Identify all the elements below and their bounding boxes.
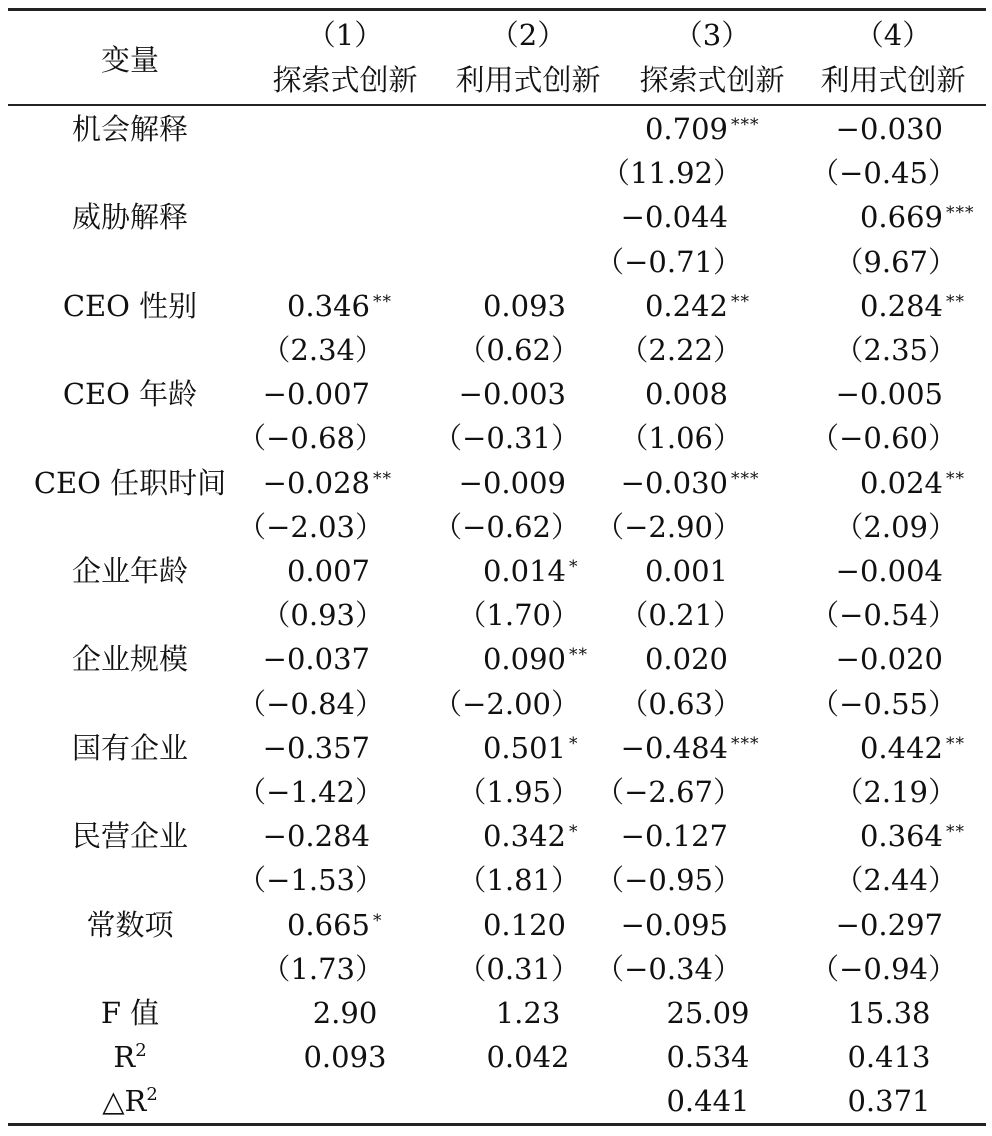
coefficient: [743, 374, 992, 414]
row-label: 民营企业: [71, 819, 188, 854]
coefficient-value: 0.020: [644, 642, 728, 677]
t-statistic: （0.63）: [619, 686, 742, 721]
header-variable-label: 变量: [100, 43, 159, 77]
coefficient-value: −0.284: [262, 819, 370, 854]
table-top-rule: [8, 8, 986, 11]
t-statistic: （−0.62）: [433, 509, 580, 544]
row-label: 常数项: [86, 907, 174, 942]
coefficient: [743, 109, 992, 149]
t-statistic: （−0.94）: [810, 951, 957, 986]
coefficient: [743, 728, 992, 768]
row-label: 企业规模: [71, 642, 188, 677]
row-label: 国有企业: [71, 730, 188, 765]
column-3-number: （3）: [673, 18, 751, 52]
coefficient: [743, 639, 992, 679]
coefficient-value: −0.028: [262, 465, 370, 500]
significance-stars: *: [569, 733, 579, 754]
row-label: 威胁解释: [71, 200, 188, 235]
t-statistic: （0.93）: [261, 598, 384, 633]
row-label: 企业年龄: [71, 554, 188, 588]
coefficient-value: −0.007: [262, 377, 370, 412]
stat-label: [0, 993, 260, 1033]
stat-value: 0.042: [486, 1040, 570, 1075]
coefficient-value: −0.297: [835, 907, 943, 942]
t-statistic: （2.34）: [261, 333, 384, 367]
t-statistic: （−2.03）: [237, 509, 384, 544]
coefficient-value: −0.095: [620, 907, 728, 942]
stat-label: [0, 1037, 260, 1077]
coefficient-value: 0.284: [859, 288, 943, 323]
t-statistic: （−0.68）: [237, 421, 384, 456]
coefficient-value: 0.442: [859, 730, 943, 765]
stat-value: 0.371: [847, 1084, 931, 1119]
t-statistic: （9.67）: [834, 244, 957, 279]
coefficient-value: 0.501: [482, 730, 566, 765]
coefficient-value: 0.364: [859, 819, 943, 854]
coefficient-value: 0.669: [859, 200, 943, 235]
significance-stars: **: [373, 468, 392, 489]
stat-value: 15.38: [847, 996, 931, 1030]
t-statistic: （0.62）: [457, 333, 580, 367]
coefficient: [743, 463, 992, 503]
coefficient-value: 0.242: [644, 288, 728, 323]
row-label: CEO 性别: [62, 288, 198, 323]
stat-value: 25.09: [666, 996, 750, 1030]
column-1-name: 探索式创新: [272, 63, 418, 97]
t-statistic: （1.81）: [457, 863, 580, 898]
significance-stars: **: [946, 291, 965, 312]
column-2-number: （2）: [489, 18, 567, 52]
t-statistic: （−0.84）: [237, 686, 384, 721]
significance-stars: ***: [731, 733, 760, 754]
significance-stars: *: [569, 822, 579, 843]
significance-stars: ***: [946, 203, 975, 224]
stat-label-text: △R: [102, 1084, 147, 1119]
coefficient-value: 0.665: [286, 907, 370, 942]
t-statistic: （−2.90）: [595, 509, 742, 544]
significance-stars: ***: [731, 468, 760, 489]
coefficient-value: 0.008: [644, 377, 728, 412]
stat-value: 1.23: [495, 996, 561, 1030]
table-bottom-rule: [8, 1123, 986, 1126]
column-4-name: 利用式创新: [820, 63, 966, 97]
stat-label-superscript: 2: [135, 1040, 147, 1062]
t-statistic: （1.06）: [619, 421, 742, 456]
coefficient: [743, 905, 992, 945]
t-statistic: （0.31）: [457, 951, 580, 986]
t-statistic: （−0.34）: [595, 951, 742, 986]
significance-stars: *: [569, 557, 579, 577]
t-statistic: （−0.31）: [433, 421, 580, 456]
coefficient: [743, 286, 992, 326]
t-statistic: （−0.45）: [810, 156, 957, 191]
stat-label-text: R: [113, 1040, 136, 1075]
coefficient-value: −0.357: [262, 730, 370, 765]
t-statistic: （0.21）: [619, 598, 742, 633]
t-statistic: （1.70）: [457, 598, 580, 633]
column-3-name: 探索式创新: [639, 63, 785, 97]
coefficient-value: 0.014: [482, 554, 566, 588]
coefficient-value: −0.005: [835, 377, 943, 412]
coefficient-value: −0.030: [835, 112, 943, 146]
row-label: 机会解释: [71, 112, 188, 146]
t-statistic: （2.35）: [834, 333, 957, 367]
significance-stars: **: [569, 645, 588, 666]
t-statistic: （1.95）: [457, 775, 580, 809]
significance-stars: **: [946, 822, 965, 843]
column-1-number: （1）: [306, 18, 384, 52]
coefficient-value: −0.037: [262, 642, 370, 677]
coefficient-value: −0.030: [620, 465, 728, 500]
t-statistic: （11.92）: [600, 156, 742, 191]
table-header-rule: [8, 104, 986, 106]
stat-label-text: F 值: [100, 996, 160, 1030]
stat-value: 0.093: [303, 1040, 387, 1075]
significance-stars: **: [946, 733, 965, 754]
coefficient-value: 0.120: [482, 907, 566, 942]
t-statistic: （1.73）: [261, 951, 384, 986]
coefficient-value: −0.009: [458, 465, 566, 500]
significance-stars: **: [946, 468, 965, 489]
t-statistic: （−0.95）: [595, 863, 742, 898]
row-label: CEO 任职时间: [33, 465, 227, 500]
row-label: CEO 年龄: [62, 377, 198, 412]
significance-stars: *: [373, 910, 383, 931]
coefficient-value: −0.003: [458, 377, 566, 412]
significance-stars: **: [731, 291, 750, 312]
stat-value: 0.534: [666, 1040, 750, 1075]
t-statistic: （2.44）: [834, 863, 957, 898]
coefficient-value: 0.090: [482, 642, 566, 677]
t-statistic: （2.22）: [619, 333, 742, 367]
stat-label: [0, 1081, 260, 1121]
coefficient-value: 0.093: [482, 288, 566, 323]
coefficient: [743, 197, 992, 237]
t-statistic: （−1.42）: [237, 775, 384, 809]
coefficient-value: −0.127: [620, 819, 728, 854]
coefficient-value: 0.342: [482, 819, 566, 854]
stat-value: 0.441: [666, 1084, 750, 1119]
coefficient-value: 0.709: [644, 112, 728, 146]
coefficient-value: −0.020: [835, 642, 943, 677]
coefficient: [743, 816, 992, 856]
t-statistic: （−0.54）: [810, 598, 957, 633]
t-statistic: （−0.71）: [595, 244, 742, 279]
coefficient-value: −0.484: [620, 730, 728, 765]
stat-label-superscript: 2: [146, 1084, 158, 1106]
stat-value: 2.90: [312, 996, 378, 1030]
column-2-name: 利用式创新: [455, 63, 601, 97]
significance-stars: **: [373, 291, 392, 312]
coefficient-value: −0.004: [835, 554, 943, 588]
coefficient-value: 0.346: [286, 288, 370, 323]
coefficient: [743, 551, 992, 591]
significance-stars: ***: [731, 115, 760, 135]
t-statistic: （−0.60）: [810, 421, 957, 456]
coefficient-value: −0.044: [620, 200, 728, 235]
column-4-number: （4）: [854, 18, 932, 52]
coefficient-value: 0.001: [644, 554, 728, 588]
t-statistic: （−2.67）: [595, 775, 742, 809]
stat-value: 0.413: [847, 1040, 931, 1075]
coefficient-value: 0.007: [286, 554, 370, 588]
coefficient-value: 0.024: [859, 465, 943, 500]
t-statistic: （−2.00）: [433, 686, 580, 721]
t-statistic: （2.09）: [834, 509, 957, 544]
t-statistic: （2.19）: [834, 775, 957, 809]
t-statistic: （−1.53）: [237, 863, 384, 898]
t-statistic: （−0.55）: [810, 686, 957, 721]
